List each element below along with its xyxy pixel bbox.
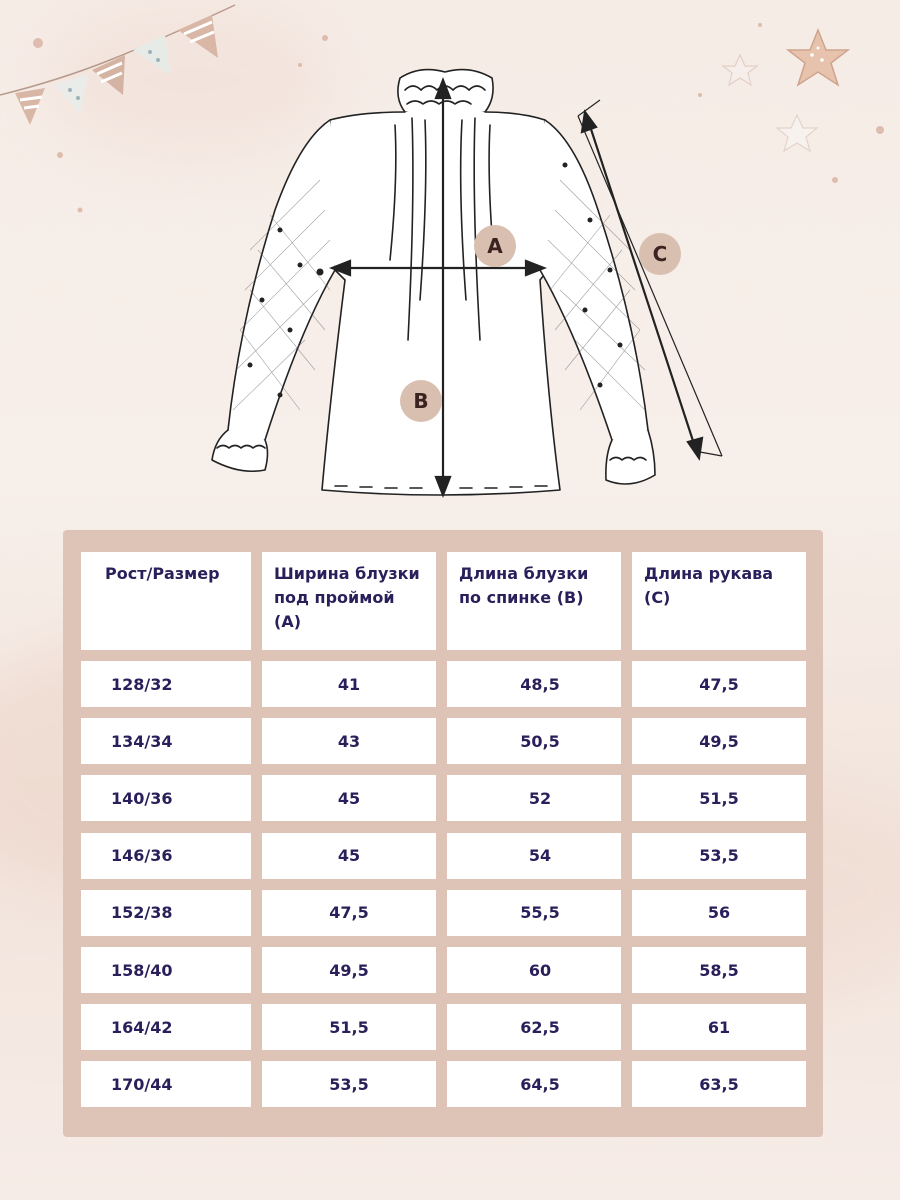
bunting-flags-icon (0, 5, 235, 125)
cell-sleeve-c: 63,5 (632, 1061, 806, 1107)
cell-sleeve-c: 56 (632, 890, 806, 936)
header-length-b: Длина блузки по спинке (В) (447, 552, 621, 650)
cell-size: 128/32 (81, 661, 251, 707)
cell-length-b: 55,5 (447, 890, 621, 936)
blouse-sketch-icon (212, 70, 655, 495)
cell-size: 158/40 (81, 947, 251, 993)
star-icon (723, 55, 757, 85)
star-icon (777, 115, 817, 151)
cell-width-a: 51,5 (262, 1004, 436, 1050)
cell-length-b: 48,5 (447, 661, 621, 707)
blouse-measurement-diagram (0, 0, 900, 520)
cell-size: 140/36 (81, 775, 251, 821)
measure-label-b: B (400, 380, 442, 422)
cell-length-b: 62,5 (447, 1004, 621, 1050)
measure-label-a: A (474, 225, 516, 267)
measure-label-c: C (639, 233, 681, 275)
cell-size: 164/42 (81, 1004, 251, 1050)
cell-width-a: 41 (262, 661, 436, 707)
size-table (63, 530, 823, 1137)
star-icon (788, 30, 848, 85)
cell-length-b: 54 (447, 833, 621, 879)
cell-sleeve-c: 58,5 (632, 947, 806, 993)
header-sleeve-c: Длина рукава (С) (632, 552, 806, 650)
cell-width-a: 49,5 (262, 947, 436, 993)
cell-sleeve-c: 53,5 (632, 833, 806, 879)
cell-sleeve-c: 47,5 (632, 661, 806, 707)
cell-width-a: 47,5 (262, 890, 436, 936)
cell-length-b: 64,5 (447, 1061, 621, 1107)
header-width-a: Ширина блузки под проймой (А) (262, 552, 436, 650)
header-size: Рост/Размер (81, 552, 251, 650)
cell-size: 146/36 (81, 833, 251, 879)
cell-length-b: 60 (447, 947, 621, 993)
cell-size: 134/34 (81, 718, 251, 764)
cell-size: 170/44 (81, 1061, 251, 1107)
cell-sleeve-c: 49,5 (632, 718, 806, 764)
cell-width-a: 45 (262, 833, 436, 879)
cell-size: 152/38 (81, 890, 251, 936)
cell-sleeve-c: 61 (632, 1004, 806, 1050)
cell-width-a: 45 (262, 775, 436, 821)
cell-width-a: 53,5 (262, 1061, 436, 1107)
cell-length-b: 52 (447, 775, 621, 821)
cell-sleeve-c: 51,5 (632, 775, 806, 821)
cell-width-a: 43 (262, 718, 436, 764)
cell-length-b: 50,5 (447, 718, 621, 764)
